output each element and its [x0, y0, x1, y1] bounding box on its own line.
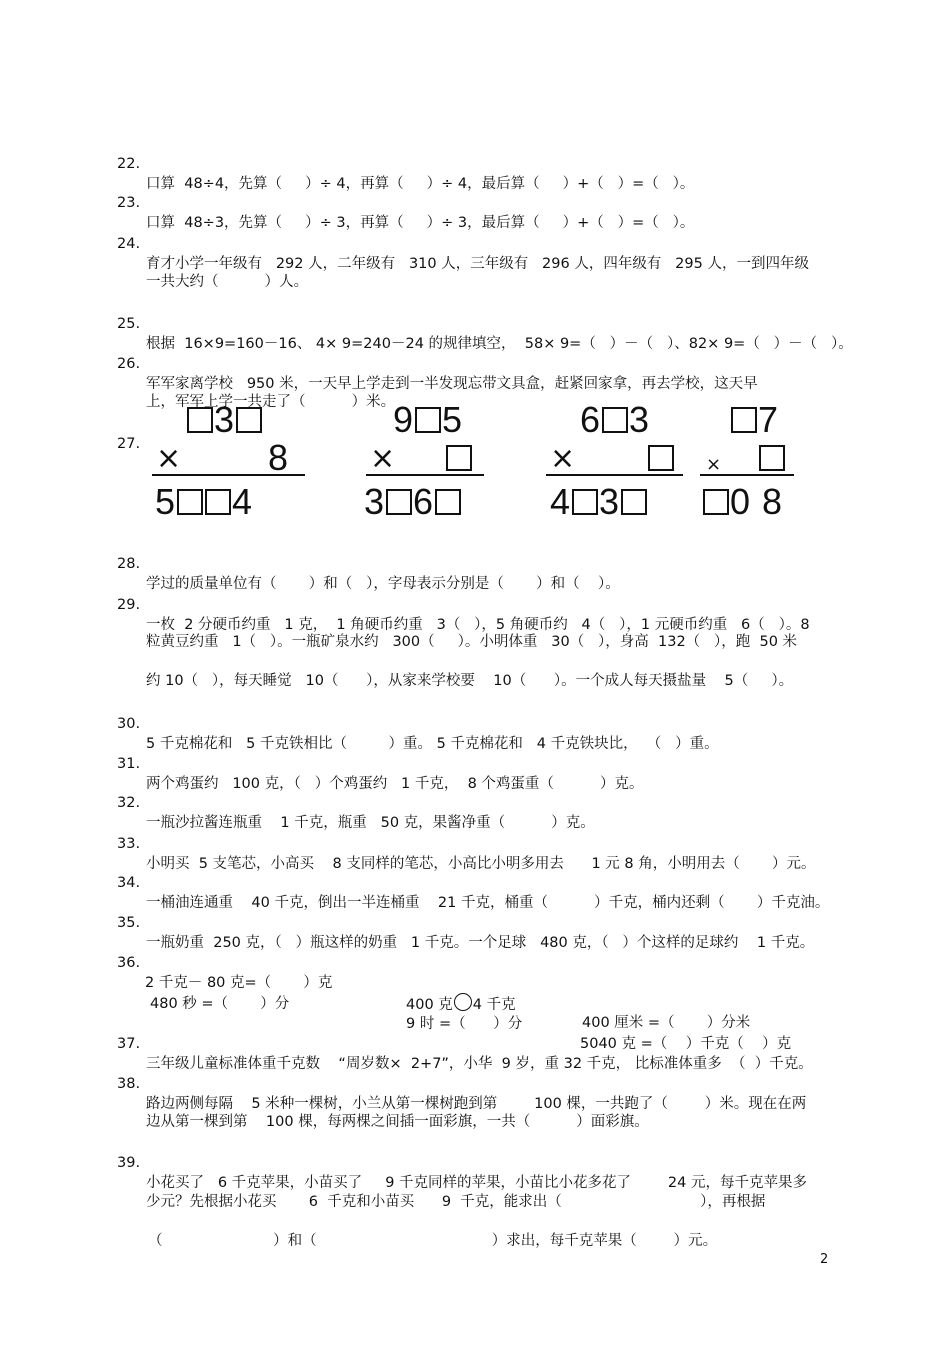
question-number: 35. — [117, 915, 141, 931]
question-text: 学过的质量单位有（ ）和（ ），字母表示分别是（ ）和（ ）。 — [146, 576, 620, 592]
puzzle-result-row: 5 4 — [155, 481, 254, 522]
question-text: 上，军军上学一共走了（ ）米。 — [146, 394, 396, 410]
conversion-f: 5040 克 =（ ）千克（ ）克 — [580, 1036, 792, 1052]
question-text: 路边两侧每隔 5 米种一棵树，小兰从第一棵树跑到第 100 棵，一共跑了（ ）米。现在在两 — [146, 1096, 807, 1112]
question-number: 22. — [117, 156, 141, 172]
times-sign: × — [550, 441, 576, 476]
blank-box[interactable] — [236, 407, 262, 433]
underline — [546, 474, 683, 476]
question-number: 28. — [117, 556, 141, 572]
puzzle-result-row: 3 6 — [364, 482, 462, 522]
blank-box[interactable] — [177, 489, 203, 515]
question-text: 三年级儿童标准体重千克数 “周岁数× 2+7”，小华 9 岁，重 32 千克， 比标准体重多 （ ）千克。 — [146, 1056, 813, 1072]
blank-box[interactable] — [415, 407, 441, 433]
question-number: 38. — [117, 1076, 141, 1092]
question-text: 小明买 5 支笔芯，小高买 8 支同样的笔芯，小高比小明多用去 1 元 8 角，小明用去（ ）元。 — [146, 856, 816, 872]
question-text: 一瓶沙拉酱连瓶重 1 千克，瓶重 50 克，果酱净重（ ）克。 — [146, 815, 595, 831]
blank-box[interactable] — [731, 407, 757, 433]
multiplier: 8 — [268, 437, 290, 478]
question-number: 29. — [117, 597, 141, 613]
blank-box[interactable] — [602, 407, 628, 433]
question-number: 23. — [117, 195, 141, 211]
compare-circle[interactable] — [454, 993, 472, 1011]
blank-box[interactable] — [621, 489, 647, 515]
puzzle-top-row: 9 5 — [393, 399, 464, 440]
question-26-cont — [0, 372, 396, 412]
question-text: 一枚 2 分硬币约重 1 克， 1 角硬币约重 3（ ），5 角硬币约 4（ ），1 元硬币约重 6（ ）。8 — [146, 617, 810, 633]
underline — [700, 474, 794, 476]
underline — [152, 474, 305, 476]
blank-box[interactable] — [435, 489, 461, 515]
puzzle-result-row: 0 8 — [702, 482, 783, 522]
conversion-c: 400 厘米 =（ ）分米 — [582, 1015, 751, 1031]
puzzle-top-row: 7 — [730, 400, 779, 440]
page-number: 2 — [820, 1252, 829, 1267]
conversion-a: 2 千克－ 80 克=（ ）克 — [145, 975, 333, 991]
times-sign: × — [706, 454, 722, 475]
question-text: 一共大约（ ）人。 — [146, 274, 309, 290]
question-text: 口算 48÷4，先算（ ）÷ 4，再算（ ）÷ 4，最后算（ ）+（ ）=（ ）。 — [146, 176, 695, 192]
blank-box[interactable] — [759, 445, 785, 471]
question-text: （ ）和（ ）求出，每千克苹果（ ）元。 — [148, 1233, 718, 1249]
question-number: 32. — [117, 795, 141, 811]
conversion-d: 480 秒 =（ ）分 — [150, 996, 290, 1012]
puzzle-result-row: 4 3 — [550, 482, 648, 522]
question-number: 25. — [117, 316, 141, 332]
times-sign: × — [370, 441, 396, 476]
question-text: 边从第一棵到第 100 棵，每两棵之间插一面彩旗，一共（ ）面彩旗。 — [146, 1114, 649, 1130]
question-27 — [0, 414, 141, 454]
question-text: 军军家离学校 950 米，一天早上学走到一半发现忘带文具盒，赶紧回家拿，再去学校，这天早 — [146, 376, 758, 392]
times-sign: × — [156, 441, 182, 476]
question-text: 育才小学一年级有 292 人，二年级有 310 人，三年级有 296 人，四年级有 295 人，一到四年级 — [146, 256, 809, 272]
multiplier-row — [758, 438, 786, 478]
question-text: 一瓶奶重 250 克，（ ）瓶这样的奶重 1 千克。一个足球 480 克，（ ）个这样的足球约 1 千克。 — [146, 935, 815, 951]
question-24-cont — [0, 252, 309, 292]
question-number: 27. — [117, 436, 141, 452]
puzzle-top-row: 6 3 — [580, 399, 651, 440]
question-number: 24. — [117, 236, 141, 252]
question-number: 30. — [117, 716, 141, 732]
comparison-b: 400 克 4 千克 — [406, 993, 516, 1015]
underline — [366, 474, 484, 476]
blank-box[interactable] — [187, 407, 213, 433]
question-number: 37. — [117, 1036, 141, 1052]
question-text: 约 10（ ），每天睡觉 10（ ），从家来学校要 10（ ）。一个成人每天摄盐量 5（ ）。 — [146, 673, 794, 689]
question-number: 33. — [117, 836, 141, 852]
question-text: 一桶油连通重 40 千克，倒出一半连桶重 21 千克，桶重（ ）千克，桶内还剩（ ）千克油。 — [146, 895, 830, 911]
question-number: 34. — [117, 875, 141, 891]
multiplier-row — [647, 438, 675, 478]
question-text: 根据 16×9=160－16、 4× 9=240－24 的规律填空， 58× 9=（ ）－（ ）、82× 9=（ ）－（ ）。 — [146, 336, 853, 352]
question-number: 36. — [117, 955, 141, 971]
question-number: 31. — [117, 756, 141, 772]
blank-box[interactable] — [205, 489, 231, 515]
blank-box[interactable] — [703, 489, 729, 515]
question-text: 少元？先根据小花买 6 千克和小苗买 9 千克，能求出（ ），再根据 — [146, 1194, 766, 1210]
question-number: 39. — [117, 1155, 141, 1171]
blank-box[interactable] — [572, 489, 598, 515]
question-number: 26. — [117, 356, 141, 372]
blank-box[interactable] — [648, 445, 674, 471]
question-text: 两个鸡蛋约 100 克，（ ）个鸡蛋约 1 千克， 8 个鸡蛋重（ ）克。 — [146, 776, 644, 792]
question-39-cont2 — [0, 1211, 718, 1251]
question-text: 口算 48÷3，先算（ ）÷ 3，再算（ ）÷ 3，最后算（ ）+（ ）=（ ）。 — [146, 215, 695, 231]
puzzle-top-row: 3 — [186, 400, 263, 440]
blank-box[interactable] — [446, 445, 472, 471]
blank-box[interactable] — [386, 489, 412, 515]
question-text: 粒黄豆约重 1（ ）。一瓶矿泉水约 300（ ）。小明体重 30（ ），身高 132（ ），跑 50 米 — [146, 634, 798, 650]
conversion-e: 9 时 =（ ）分 — [406, 1016, 523, 1032]
multiplier-row — [445, 438, 473, 478]
question-text: 小花买了 6 千克苹果，小苗买了 9 千克同样的苹果，小苗比小花多花了 24 元，每千克苹果多 — [146, 1175, 807, 1191]
question-text: 5 千克棉花和 5 千克铁相比（ ）重。 5 千克棉花和 4 千克铁块比， （ ）重。 — [146, 736, 719, 752]
question-29-cont2 — [0, 651, 794, 691]
